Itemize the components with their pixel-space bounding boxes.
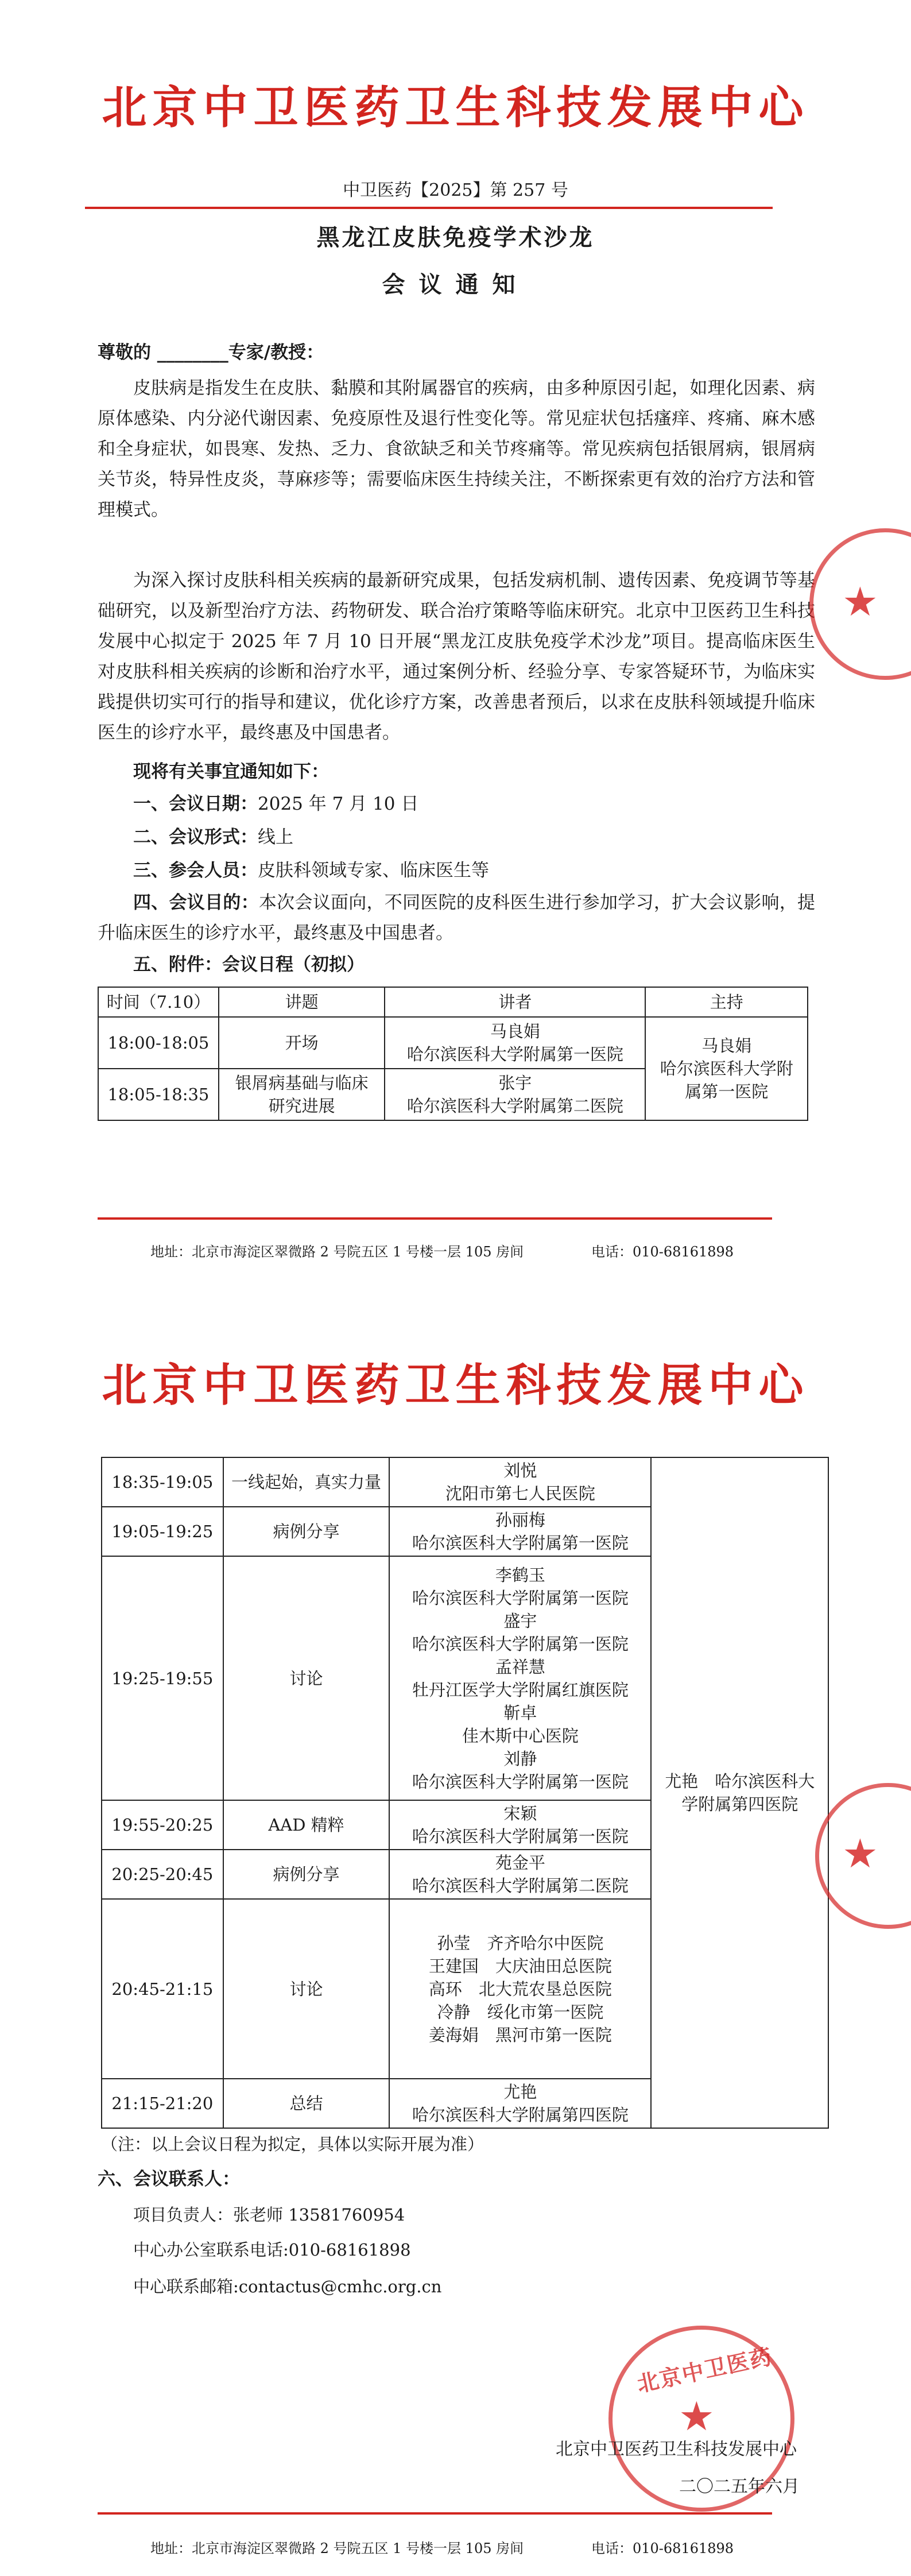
row-time: 19:25-19:55 [102,1556,223,1800]
item-form [133,825,293,850]
row-speaker: 刘悦 沈阳市第七人民医院 [389,1457,651,1507]
row-speaker: 张宇 哈尔滨医科大学附属第二医院 [385,1069,645,1120]
header-speaker: 讲者 [385,987,645,1017]
org-title-page2: 北京中卫医药卫生科技发展中心 [102,1360,809,1411]
footer-rule [98,1217,772,1220]
header-topic: 讲题 [219,987,385,1017]
item-date [133,791,418,817]
row-topic: 病例分享 [223,1850,390,1899]
seal-stamp-partial-page2: ★ [815,1783,911,1929]
row-speaker: 宋颖 哈尔滨医科大学附属第一医院 [389,1800,651,1850]
footer-phone: 电话：010-68161898 [591,1244,734,1260]
row-speaker: 苑金平 哈尔滨医科大学附属第二医院 [389,1850,651,1899]
signature-org: 北京中卫医药卫生科技发展中心 [556,2439,797,2459]
event-title: 黑龙江皮肤免疫学术沙龙 [316,224,595,251]
row-time: 19:05-19:25 [102,1507,223,1556]
seal-stamp-partial: ★ [809,528,911,680]
seal-stamp: 北京中卫医药 ★ [608,2326,794,2512]
footer-address: 地址：北京市海淀区翠微路 2 号院五区 1 号楼一层 105 房间 [150,1244,524,1260]
contact-email: 中心联系邮箱:contactus@cmhc.org.cn [133,2277,442,2296]
footer-phone-page2: 电话：010-68161898 [591,2540,734,2556]
row-time: 18:00-18:05 [98,1017,219,1069]
contact-manager: 项目负责人：张老师 13581760954 [133,2205,405,2225]
org-title: 北京中卫医药卫生科技发展中心 [102,82,809,134]
table-row [102,1457,828,1507]
row-topic: 开场 [219,1017,385,1069]
row-speaker: 尤艳 哈尔滨医科大学附属第四医院 [389,2079,651,2128]
schedule-table-page1 [98,987,808,1121]
item-attendees-value: 皮肤科领域专家、临床医生等 [258,860,489,881]
row-speaker: 李鹤玉 哈尔滨医科大学附属第一医院 盛宇 哈尔滨医科大学附属第一医院 孟祥慧 牡丹江医学大学附属红旗医院 靳卓 佳木斯中心医院 刘静 哈尔滨医科大学附属第一医院 [389,1556,651,1800]
header-time: 时间（7.10） [98,987,219,1017]
item-purpose [98,888,815,949]
row-topic: 总结 [223,2079,390,2128]
row-speaker: 孙莹 齐齐哈尔中医院 王建国 大庆油田总医院 高环 北大荒农垦总医院 冷静 绥化市第一医院 姜海娟 黑河市第一医院 [389,1899,651,2079]
schedule-table-page2 [101,1457,829,2129]
notify-intro: 现将有关事宜通知如下： [133,761,329,782]
item-date-value: 2025 年 7 月 10 日 [258,794,419,814]
item-purpose-value: 本次会议面向，不同医院的皮科医生进行参加学习，扩大会议影响，提升临床医生的诊疗水平，最终惠及中国患者。 [98,892,816,943]
footer-rule-page2 [98,2512,772,2515]
row-speaker: 孙丽梅 哈尔滨医科大学附属第一医院 [389,1507,651,1556]
row-time: 18:05-18:35 [98,1069,219,1120]
contacts-heading: 六、会议联系人： [98,2169,240,2190]
paragraph-purpose: 为深入探讨皮肤科相关疾病的最新研究成果，包括发病机制、遗传因素、免疫调节等基础研究，以及新型治疗方法、药物研发、联合治疗策略等临床研究。北京中卫医药卫生科技发展中心拟定于 2025 年 7 月 10 日开展“黑龙江皮肤免疫学术沙龙”项目。提高临床医生对皮肤科相关疾病的诊断和治疗水平，通过案例分析、经验分享、专家答疑环节，为临床实践提供切实可行的指导和建议，优化诊疗方案，改善患者预后，以求在皮肤科领域提升临床医生的诊疗水平，最终惠及中国患者。 [98,570,815,743]
row-time: 20:25-20:45 [102,1850,223,1899]
table-row [98,1017,808,1069]
row-time: 19:55-20:25 [102,1800,223,1850]
item-form-value: 线上 [258,827,293,848]
notice-title: 会议通知 [382,271,529,298]
footer-address-page2: 地址：北京市海淀区翠微路 2 号院五区 1 号楼一层 105 房间 [150,2540,524,2556]
item-attendees-label: 三、参会人员： [133,860,258,881]
row-topic: 银屑病基础与临床研究进展 [219,1069,385,1120]
row-topic: 病例分享 [223,1507,390,1556]
row-host: 马良娟 哈尔滨医科大学附属第一医院 [645,1017,808,1120]
row-topic: 一线起始，真实力量 [223,1457,390,1507]
item-attendees [133,858,489,883]
row-host: 尤艳 哈尔滨医科大学附属第四医院 [651,1457,828,2128]
contact-office-phone: 中心办公室联系电话:010-68161898 [133,2240,411,2260]
doc-number: 中卫医药【2025】第 257 号 [343,180,568,200]
red-rule [85,207,773,209]
attachment-heading: 五、附件：会议日程（初拟） [133,954,365,975]
schedule-header-row [98,987,808,1017]
row-topic: 讨论 [223,1556,390,1800]
row-time: 21:15-21:20 [102,2079,223,2128]
schedule-note: （注：以上会议日程为拟定，具体以实际开展为准） [101,2134,484,2154]
item-form-label: 二、会议形式： [133,827,258,848]
salutation: 尊敬的 ________专家/教授： [98,342,324,363]
signature-date: 二〇二五年六月 [679,2477,800,2497]
row-topic: AAD 精粹 [223,1800,390,1850]
row-time: 18:35-19:05 [102,1457,223,1507]
row-topic: 讨论 [223,1899,390,2079]
item-purpose-label: 四、会议目的： [133,892,259,913]
row-speaker: 马良娟 哈尔滨医科大学附属第一医院 [385,1017,645,1069]
header-host: 主持 [645,987,808,1017]
paragraph-intro: 皮肤病是指发生在皮肤、黏膜和其附属器官的疾病，由多种原因引起，如理化因素、病原体感染、内分泌代谢因素、免疫原性及退行性变化等。常见症状包括瘙痒、疼痛、麻木感和全身症状，如畏寒、发热、乏力、食欲缺乏和关节疼痛等。常见疾病包括银屑病，银屑病关节炎，特异性皮炎，荨麻疹等；需要临床医生持续关注，不断探索更有效的治疗方法和管理模式。 [98,378,815,520]
item-date-label: 一、会议日期： [133,794,258,814]
row-time: 20:45-21:15 [102,1899,223,2079]
